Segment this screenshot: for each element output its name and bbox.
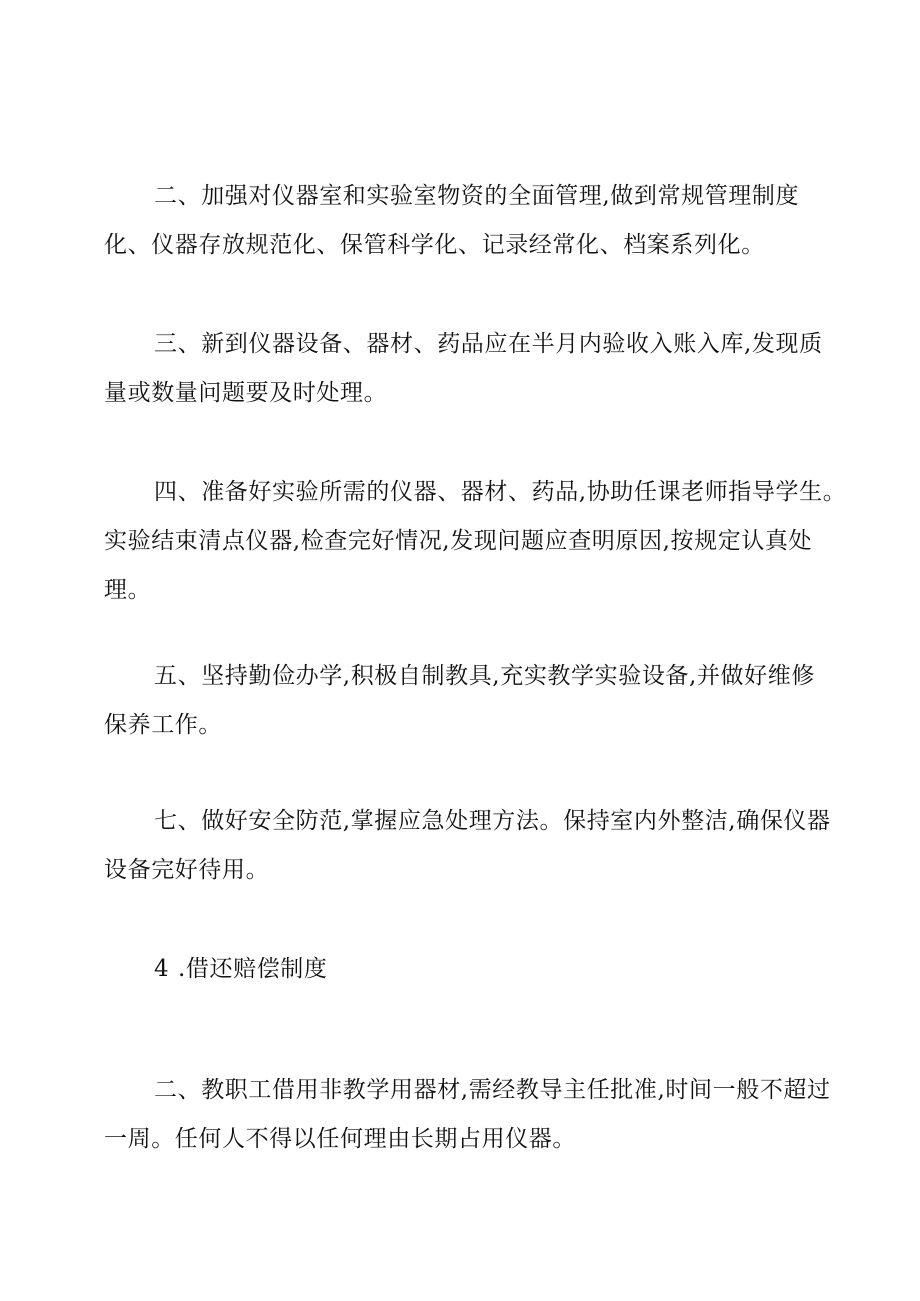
paragraph-line: 量或数量问题要及时处理。	[104, 380, 388, 406]
paragraph-line: 四、准备好实验所需的仪器、器材、药品,协助任课老师指导学生。	[154, 479, 847, 505]
paragraph-line: 保养工作。	[104, 712, 222, 738]
paragraph-new-equipment	[104, 320, 823, 418]
paragraph-line: 化、仪器存放规范化、保管科学化、记录经常化、档案系列化。	[104, 232, 765, 258]
paragraph-experiment-preparation	[104, 468, 847, 615]
paragraph-line: 一周。任何人不得以任何理由长期占用仪器。	[104, 1126, 576, 1152]
paragraph-thrift	[104, 652, 820, 750]
paragraph-borrowing	[104, 1066, 831, 1164]
section-heading	[154, 945, 328, 994]
paragraph-line: 二、教职工借用非教学用器材,需经教导主任批准,时间一般不超过	[154, 1077, 831, 1103]
paragraph-line: 二、加强对仪器室和实验室物资的全面管理,做到常规管理制度	[154, 183, 800, 209]
section-number: 4	[154, 956, 170, 982]
section-title: .借还赔偿制度	[178, 956, 328, 982]
paragraph-safety	[104, 797, 831, 895]
paragraph-line: 三、新到仪器设备、器材、药品应在半月内验收入账入库,发现质	[154, 331, 823, 357]
paragraph-line: 理。	[104, 577, 152, 603]
paragraph-line: 五、坚持勤俭办学,积极自制教具,充实教学实验设备,并做好维修	[154, 663, 815, 689]
paragraph-instrument-management	[104, 172, 820, 270]
paragraph-line: 七、做好安全防范,掌握应急处理方法。保持室内外整洁,确保仪器	[154, 808, 831, 834]
paragraph-line: 设备完好待用。	[104, 857, 270, 883]
paragraph-line: 实验结束清点仪器,检查完好情况,发现问题应查明原因,按规定认真处	[104, 528, 813, 554]
